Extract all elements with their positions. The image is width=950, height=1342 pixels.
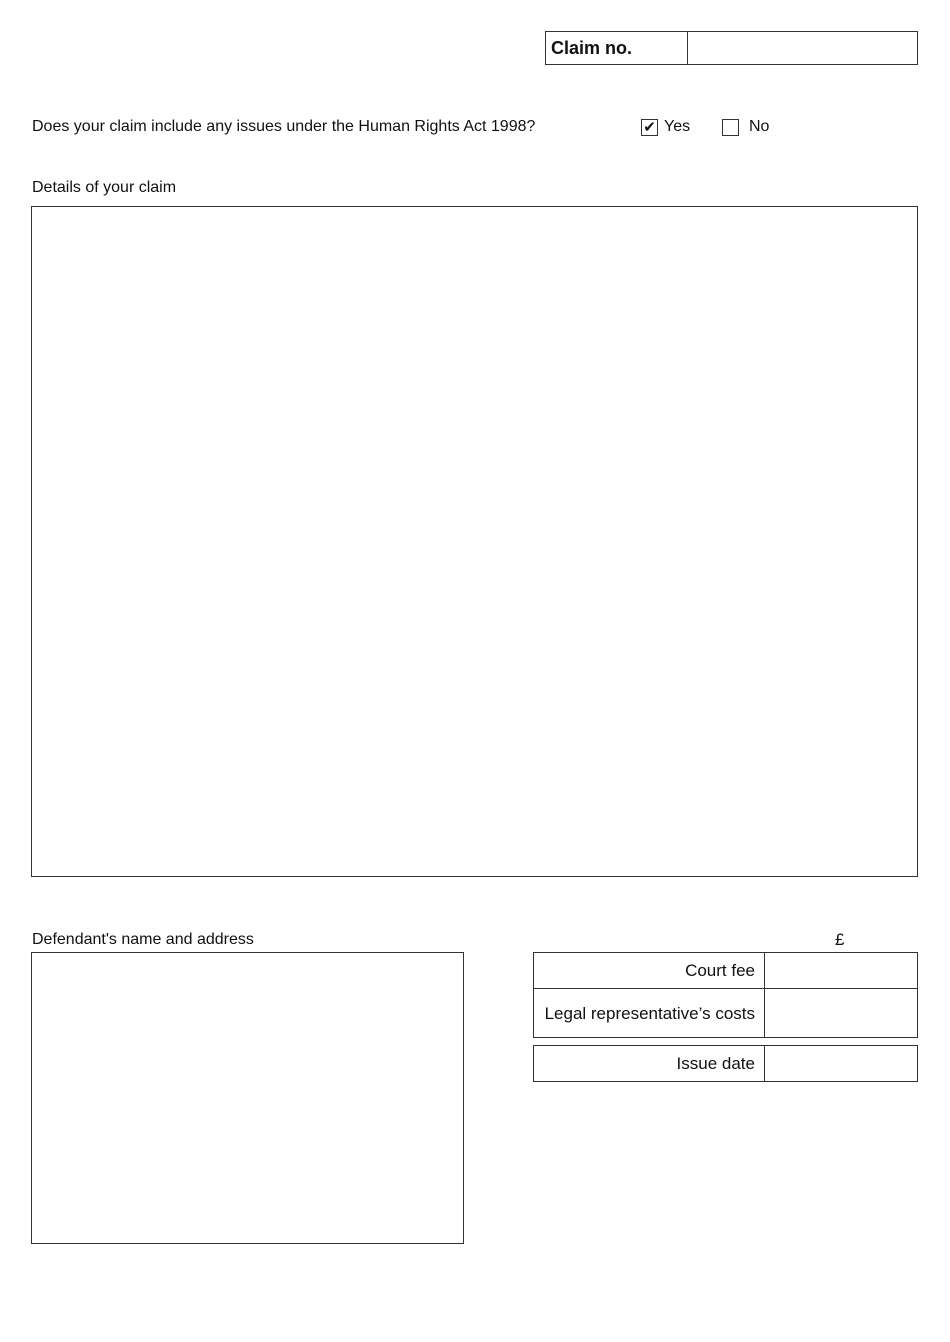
issue-date-row [533, 1045, 918, 1082]
no-label: No [749, 118, 770, 135]
defendant-label: Defendant's name and address [32, 931, 254, 948]
legal-costs-field[interactable] [765, 989, 917, 1037]
issue-date-label: Issue date [534, 1046, 765, 1081]
court-fee-row [534, 953, 917, 988]
fees-table [533, 952, 918, 1038]
legal-costs-label: Legal representative’s costs [534, 989, 765, 1037]
currency-symbol: £ [835, 930, 845, 949]
claim-details-textarea[interactable] [31, 206, 918, 877]
claim-number-label: Claim no. [546, 32, 688, 64]
claim-number-field[interactable] [688, 32, 917, 64]
details-label: Details of your claim [32, 179, 177, 196]
issue-date-field[interactable] [765, 1046, 917, 1081]
legal-costs-row [534, 988, 917, 1037]
court-fee-label: Court fee [534, 953, 765, 988]
no-checkbox[interactable] [722, 119, 739, 136]
yes-label: Yes [664, 118, 691, 135]
claim-number-row [545, 31, 918, 65]
court-fee-field[interactable] [765, 953, 917, 988]
yes-checkbox[interactable]: ✔ [641, 119, 658, 136]
defendant-address-textarea[interactable] [31, 952, 464, 1244]
human-rights-question: Does your claim include any issues under the Human Rights Act 1998? [32, 118, 536, 135]
